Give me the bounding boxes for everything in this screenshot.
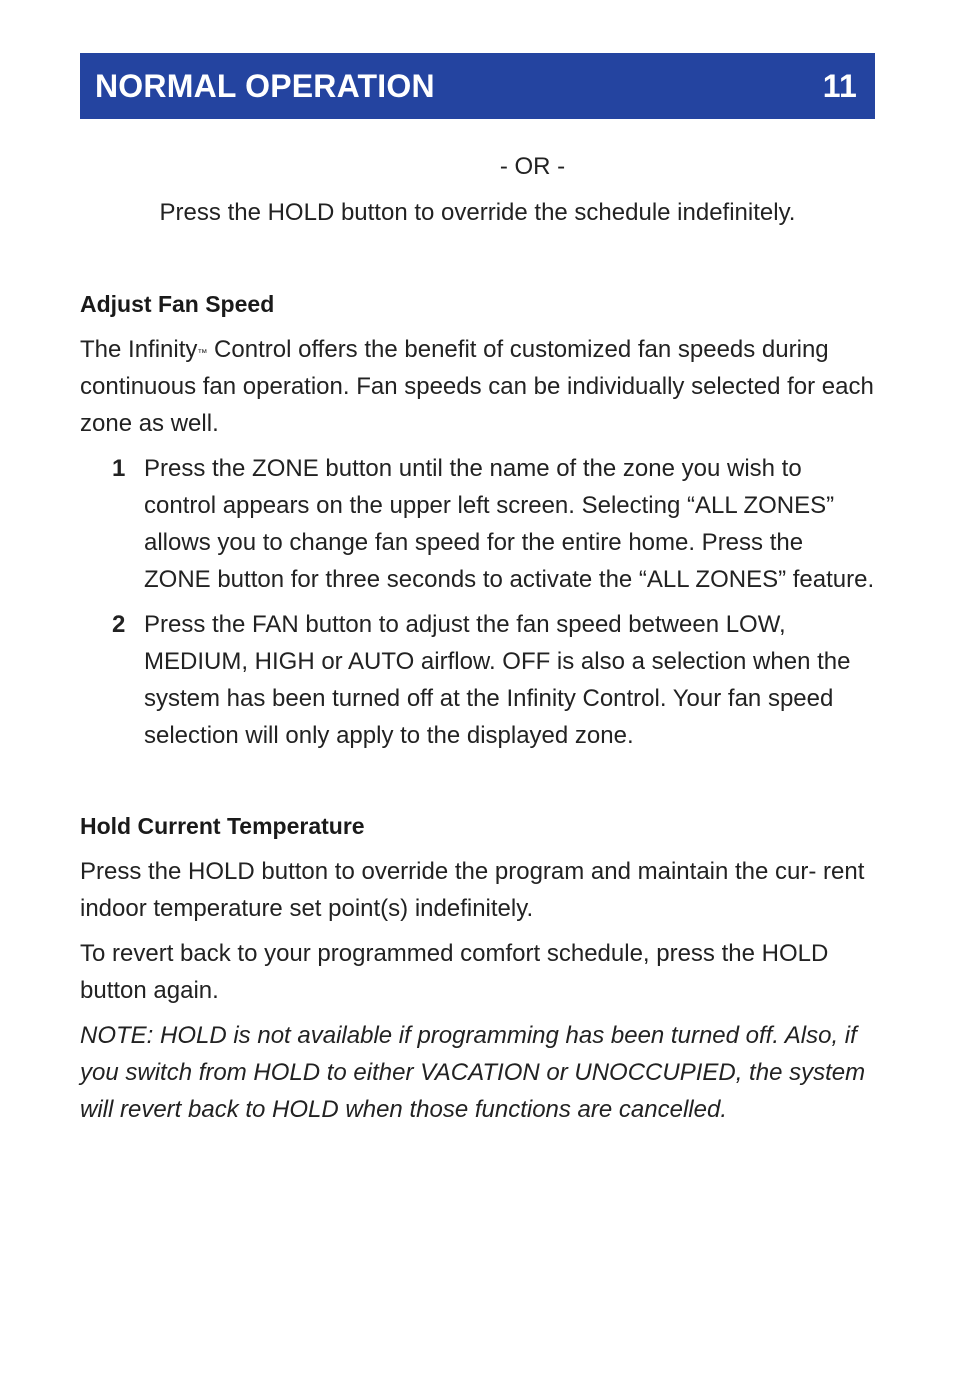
- hold-note: NOTE: HOLD is not available if programming has been turned off. Also, if you switch from HOLD to either VACATION or UNOCCUPIED, the system will revert back to HOLD when those functions are cancelled.: [80, 1022, 866, 1123]
- step-number: 1: [112, 455, 126, 482]
- section-header: [80, 53, 875, 119]
- fan-speed-intro-prefix: The Infinity: [80, 336, 198, 363]
- fan-speed-steps: [80, 450, 875, 754]
- adjust-fan-speed-heading: Adjust Fan Speed: [80, 291, 275, 317]
- or-separator: - OR -: [499, 153, 566, 180]
- page-content: [80, 148, 875, 1136]
- hold-paragraph-1: Press the HOLD button to override the program and maintain the cur- rent indoor temperature set point(s) indefinitely.: [80, 858, 865, 922]
- adjust-fan-speed-section: [80, 286, 875, 754]
- hold-override-text: Press the HOLD button to override the schedule indefinitely.: [159, 199, 796, 226]
- fan-speed-intro-rest: Control offers the benefit of customized fan speeds during continuous fan operation. Fan speeds can be individually selected for each zone as well.: [80, 336, 874, 437]
- section-title: NORMAL OPERATION: [95, 67, 435, 104]
- hold-current-temperature-heading: Hold Current Temperature: [80, 813, 365, 839]
- trademark-symbol: ™: [197, 348, 208, 359]
- hold-paragraph-2: To revert back to your programmed comfort schedule, press the HOLD button again.: [80, 940, 829, 1004]
- step-number: 2: [112, 611, 126, 638]
- step-text: Press the FAN button to adjust the fan speed between LOW, MEDIUM, HIGH or AUTO airflow. OFF is also a selection when the system has been turned off at the Infinity Control. Your fan speed selection will only apply to the displayed zone.: [144, 611, 851, 749]
- fan-speed-intro-paragraph: [80, 331, 875, 442]
- section-spacer: [80, 762, 875, 808]
- step-text: Press the ZONE button until the name of the zone you wish to control appears on the upper left screen. Selecting “ALL ZONES” allows you to change fan speed for the entire home. Press the ZONE button for three seconds to activate the “ALL ZONES” feature.: [144, 455, 875, 593]
- page-number: 11: [822, 67, 857, 104]
- step-item: [80, 450, 875, 598]
- hold-current-temperature-section: [80, 808, 875, 1128]
- step-item: [80, 606, 875, 754]
